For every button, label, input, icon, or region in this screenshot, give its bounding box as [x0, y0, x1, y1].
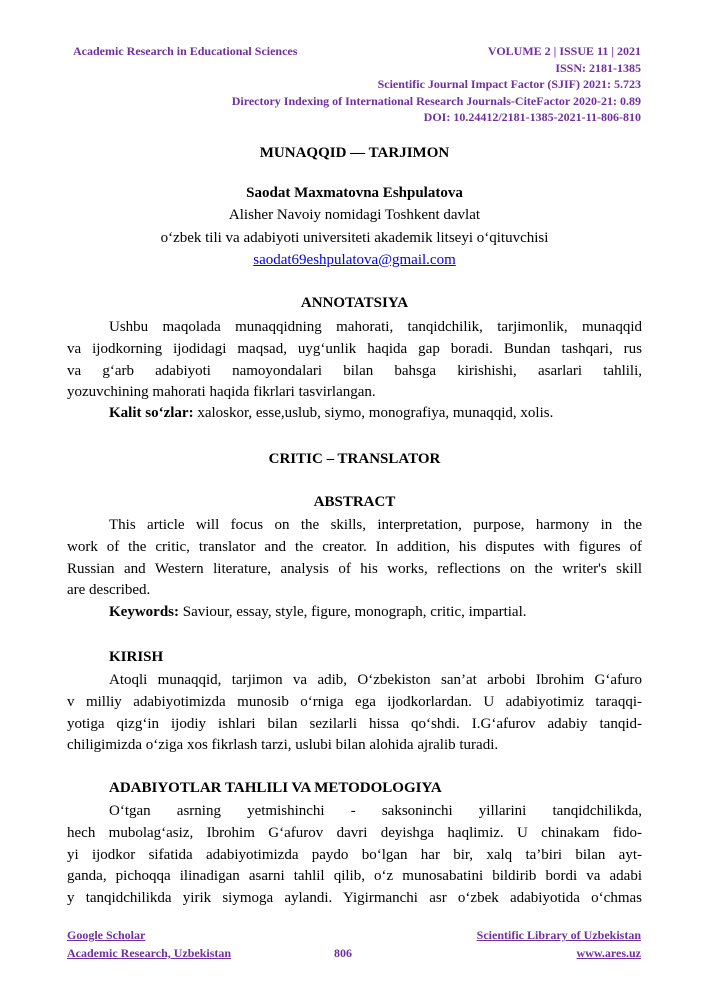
footer-scientific-library-link[interactable]: Scientific Library of Uzbekistan [476, 928, 641, 942]
footer-google-scholar-link[interactable]: Google Scholar [67, 928, 146, 942]
author-affiliation-2: o‘zbek tili va adabiyoti universiteti akademik litseyi o‘qituvchisi [160, 230, 549, 246]
journal-name: Academic Research in Educational Sciences [73, 44, 298, 58]
abstract-line: work of the critic, translator and the creator. In addition, his disputes with figures of [67, 538, 642, 555]
annotation-line: va ijodkorning ijodidagi maqsad, uyg‘unlik haqida gap boradi. Bundan tashqari, rus [67, 340, 642, 357]
annotation-line: va g‘arb adabiyoti namoyondalari bilan bahsga kirishishi, asarlari tahlili, [67, 362, 642, 379]
journal-meta [232, 43, 641, 126]
abstract-line: are described. [67, 582, 151, 599]
keywords-uz-text: xaloskor, esse,uslub, siymo, monografiya, munaqqid, xolis. [193, 405, 554, 421]
sjif-factor: Scientific Journal Impact Factor (SJIF) 2021: 5.723 [377, 77, 641, 91]
abstract-line: Russian and Western literature, analysis of his works, reflections on the writer's skill [67, 560, 642, 577]
annotation-line: yozuvchining mahorati haqida fikrlari tasvirlangan. [67, 384, 376, 401]
issn: ISSN: 2181-1385 [555, 60, 641, 75]
annotation-heading: ANNOTATSIYA [300, 295, 409, 311]
adabiyotlar-line: yi ijodkor sifatida adabiyotimizda paydo bo‘lgan har bir, xalq ta’biri bilan ayt- [67, 846, 642, 863]
title-english: CRITIC – TRANSLATOR [268, 451, 441, 467]
abstract-line: This article will focus on the skills, interpretation, purpose, harmony in the [109, 517, 642, 533]
abstract-heading: ABSTRACT [313, 494, 396, 510]
author-name: Saodat Maxmatovna Eshpulatova [246, 185, 463, 201]
adabiyotlar-line: O‘tgan asrning yetmishinchi - saksoninchi yillarini tanqidchilikda, [109, 803, 642, 819]
volume-issue: VOLUME 2 | ISSUE 11 | 2021 [487, 44, 641, 58]
kirish-body [67, 670, 642, 757]
annotation-line: Ushbu maqolada munaqqidning mahorati, tanqidchilik, tarjimonlik, munaqqid [109, 319, 642, 335]
title-uzbek: MUNAQQID — TARJIMON [259, 145, 450, 161]
doi[interactable]: DOI: 10.24412/2181-1385-2021-11-806-810 [423, 110, 641, 124]
citefactor: Directory Indexing of International Research Journals-CiteFactor 2020-21: 0.89 [231, 93, 641, 108]
adabiyotlar-line: hech mubolag‘asiz, Ibrohim G‘afurov davri deyishga haqlimiz. U chinakam fido- [67, 824, 642, 841]
keywords-en-label: Keywords: [109, 604, 179, 620]
keywords-en [109, 604, 527, 621]
adabiyotlar-line: y tanqidchilikda yirik siymoga aylandi. Yigirmanchi asr o‘zbek adabiyotida o‘chmas [67, 890, 642, 907]
footer-website-link[interactable]: www.ares.uz [576, 946, 641, 960]
adabiyotlar-line: ganda, pichoqqa ilinadigan asarni tahlil qilib, o‘z munosabatini bildirib bordi va adabi [67, 868, 642, 885]
keywords-uz-label: Kalit so‘zlar: [109, 405, 194, 421]
section-heading-adabiyotlar: ADABIYOTLAR TAHLILI VA METODOLOGIYA [109, 780, 442, 796]
annotation-body [67, 317, 642, 404]
keywords-uz [109, 405, 553, 422]
adabiyotlar-body [67, 801, 642, 910]
page-number: 806 [334, 946, 352, 960]
author-email-row [0, 252, 709, 269]
keywords-en-text: Saviour, essay, style, figure, monograph, critic, impartial. [179, 604, 527, 620]
kirish-line: v milliy adabiyotimizda munosib o‘rniga ega ijodkorlardan. U adabiyotimiz taraqqi- [67, 693, 642, 710]
author-affiliation-1: Alisher Navoiy nomidagi Toshkent davlat [228, 207, 481, 223]
kirish-line: Atoqli munaqqid, tarjimon va adib, O‘zbekiston san’at arbobi Ibrohim G‘afuro [109, 672, 642, 688]
footer-academic-research-link[interactable]: Academic Research, Uzbekistan [67, 946, 232, 960]
kirish-line: yotiga qizg‘in ijodiy ishlari bilan sezilarli hissa qo‘shdi. I.G‘afurov adabiy tanqid- [67, 715, 642, 732]
kirish-line: chiligimizda o‘ziga xos fikrlash tarzi, uslubi bilan alohida ajralib turadi. [67, 737, 499, 754]
section-heading-kirish: KIRISH [109, 649, 164, 665]
author-email-link[interactable]: saodat69eshpulatova@gmail.com [253, 252, 456, 268]
abstract-body [67, 515, 642, 602]
